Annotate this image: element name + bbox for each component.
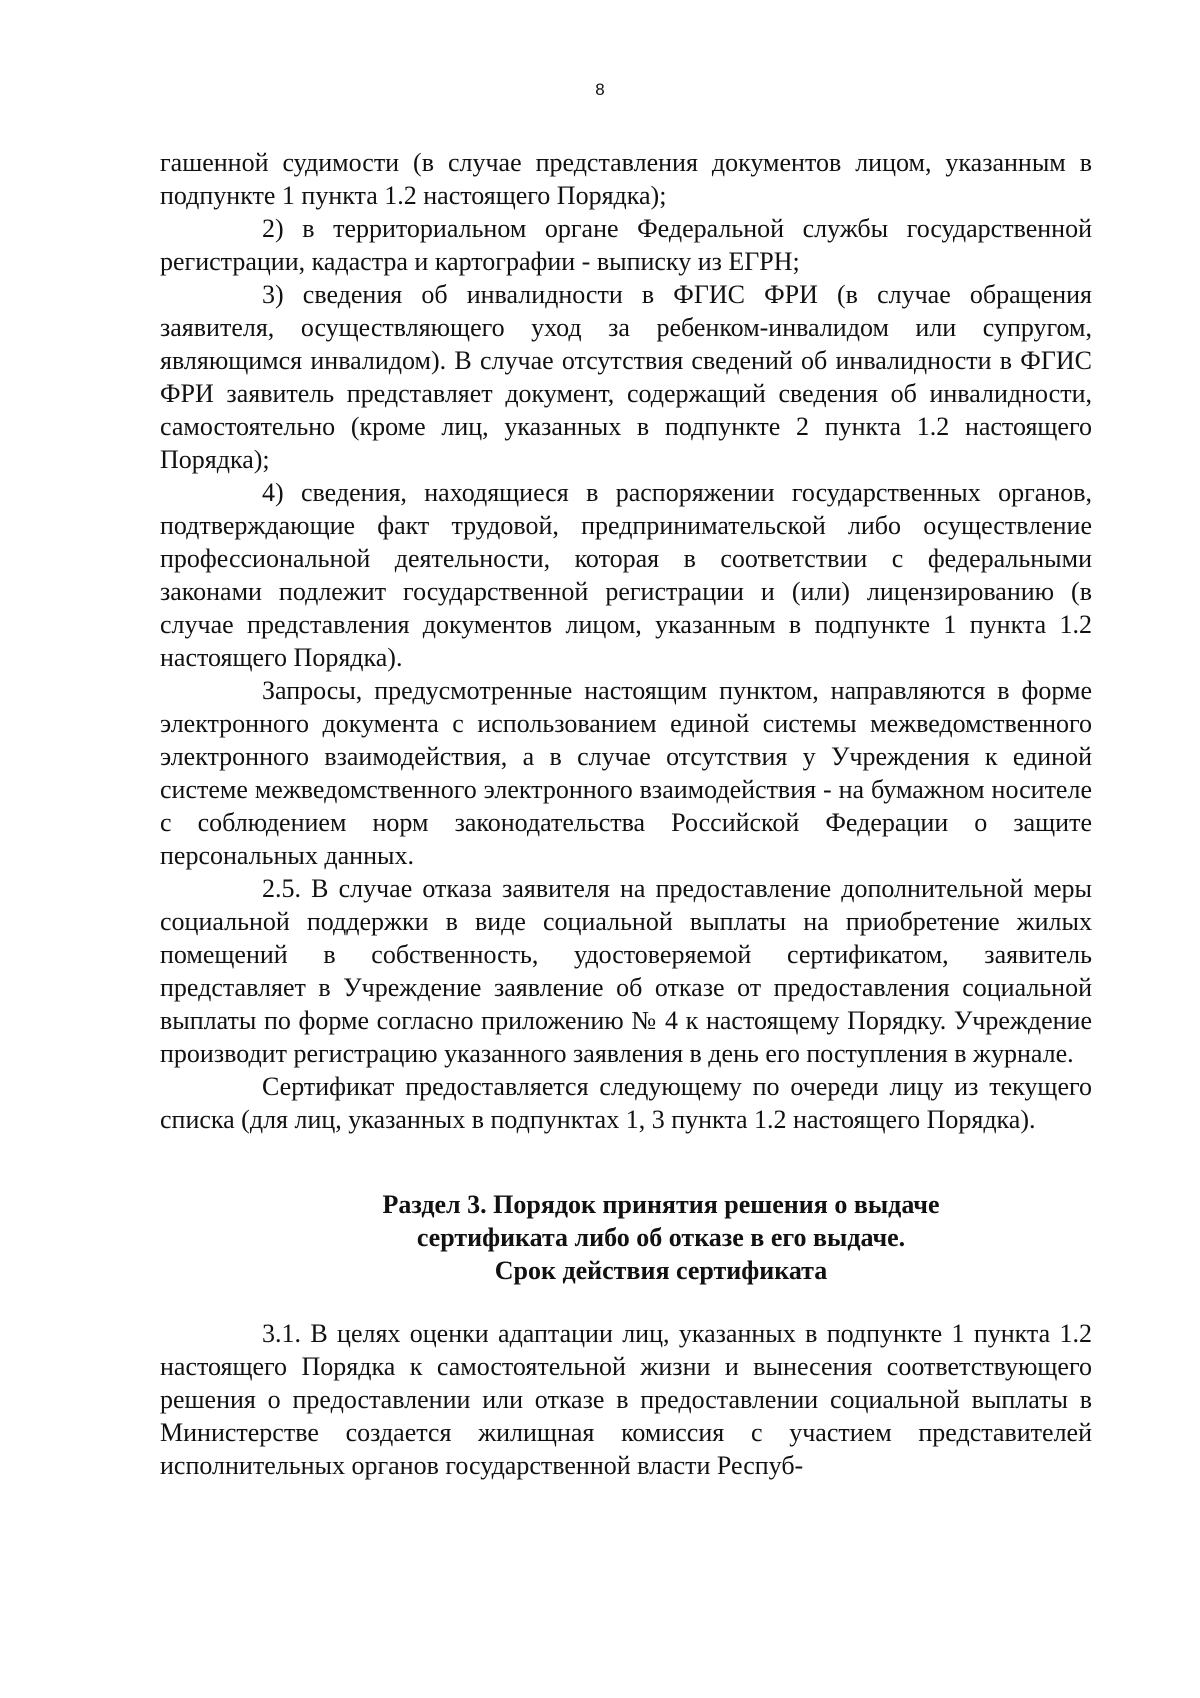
paragraph-continuation: гашенной судимости (в случае представления документов лицом, указанным в подпункте 1 пункта 1.2 настоящего Порядка);	[160, 148, 1092, 210]
section-heading-line-1: Раздел 3. Порядок принятия решения о выдаче	[382, 1190, 940, 1219]
section-heading-line-2: сертификата либо об отказе в его выдаче.	[416, 1223, 906, 1252]
section-heading-line-3: Срок действия сертификата	[494, 1256, 828, 1285]
paragraph-2-5: 2.5. В случае отказа заявителя на предоставление дополнительной меры социальной поддержки в виде социальной выплаты на приобретение жилых помещений в собственность, удостоверяемой сертификатом, заявитель представляет в Учреждение заявление об отказе от предоставления социальной выплаты по форме согласно приложению № 4 к настоящему Порядку. Учреждение производит регистрацию указанного заявления в день его поступления в журнале.	[160, 874, 1092, 1068]
section-heading	[160, 1188, 1092, 1287]
paragraph-item-2: 2) в территориальном органе Федеральной службы государственной регистрации, кадастра и картографии - выписку из ЕГРН;	[160, 214, 1092, 276]
paragraph-item-3: 3) сведения об инвалидности в ФГИС ФРИ (в случае обращения заявителя, осуществляющего уход за ребенком-инвалидом или супругом, являющимся инвалидом). В случае отсутствия сведений об инвалидности в ФГИС ФРИ заявитель представляет документ, содержащий сведения об инвалидности, самостоятельно (кроме лиц, указанных в подпункте 2 пункта 1.2 настоящего Порядка);	[160, 280, 1092, 474]
paragraph-3-1: 3.1. В целях оценки адаптации лиц, указанных в подпункте 1 пункта 1.2 настоящего Порядка к самостоятельной жизни и вынесения соответствующего решения о предоставлении или отказе в предоставлении социальной выплаты в Министерстве создается жилищная комиссия с участием представителей исполнительных органов государственной власти Респуб-	[160, 1319, 1092, 1480]
paragraph-item-4: 4) сведения, находящиеся в распоряжении государственных органов, подтверждающие факт трудовой, предпринимательской либо осуществление профессиональной деятельности, которая в соответствии с федеральными законами подлежит государственной регистрации и (или) лицензированию (в случае представления документов лицом, указанным в подпункте 1 пункта 1.2 настоящего Порядка).	[160, 478, 1092, 672]
paragraph-requests: Запросы, предусмотренные настоящим пунктом, направляются в форме электронного документа с использованием единой системы межведомственного электронного взаимодействия, а в случае отсутствия у Учреждения к единой системе межведомственного электронного взаимодействия - на бумажном носителе с соблюдением норм законодательства Российской Федерации о защите персональных данных.	[160, 676, 1092, 870]
page-number: 8	[595, 80, 605, 99]
document-body	[160, 146, 1092, 1482]
paragraph-certificate: Сертификат предоставляется следующему по очереди лицу из текущего списка (для лиц, указанных в подпунктах 1, 3 пункта 1.2 настоящего Порядка).	[160, 1072, 1092, 1134]
